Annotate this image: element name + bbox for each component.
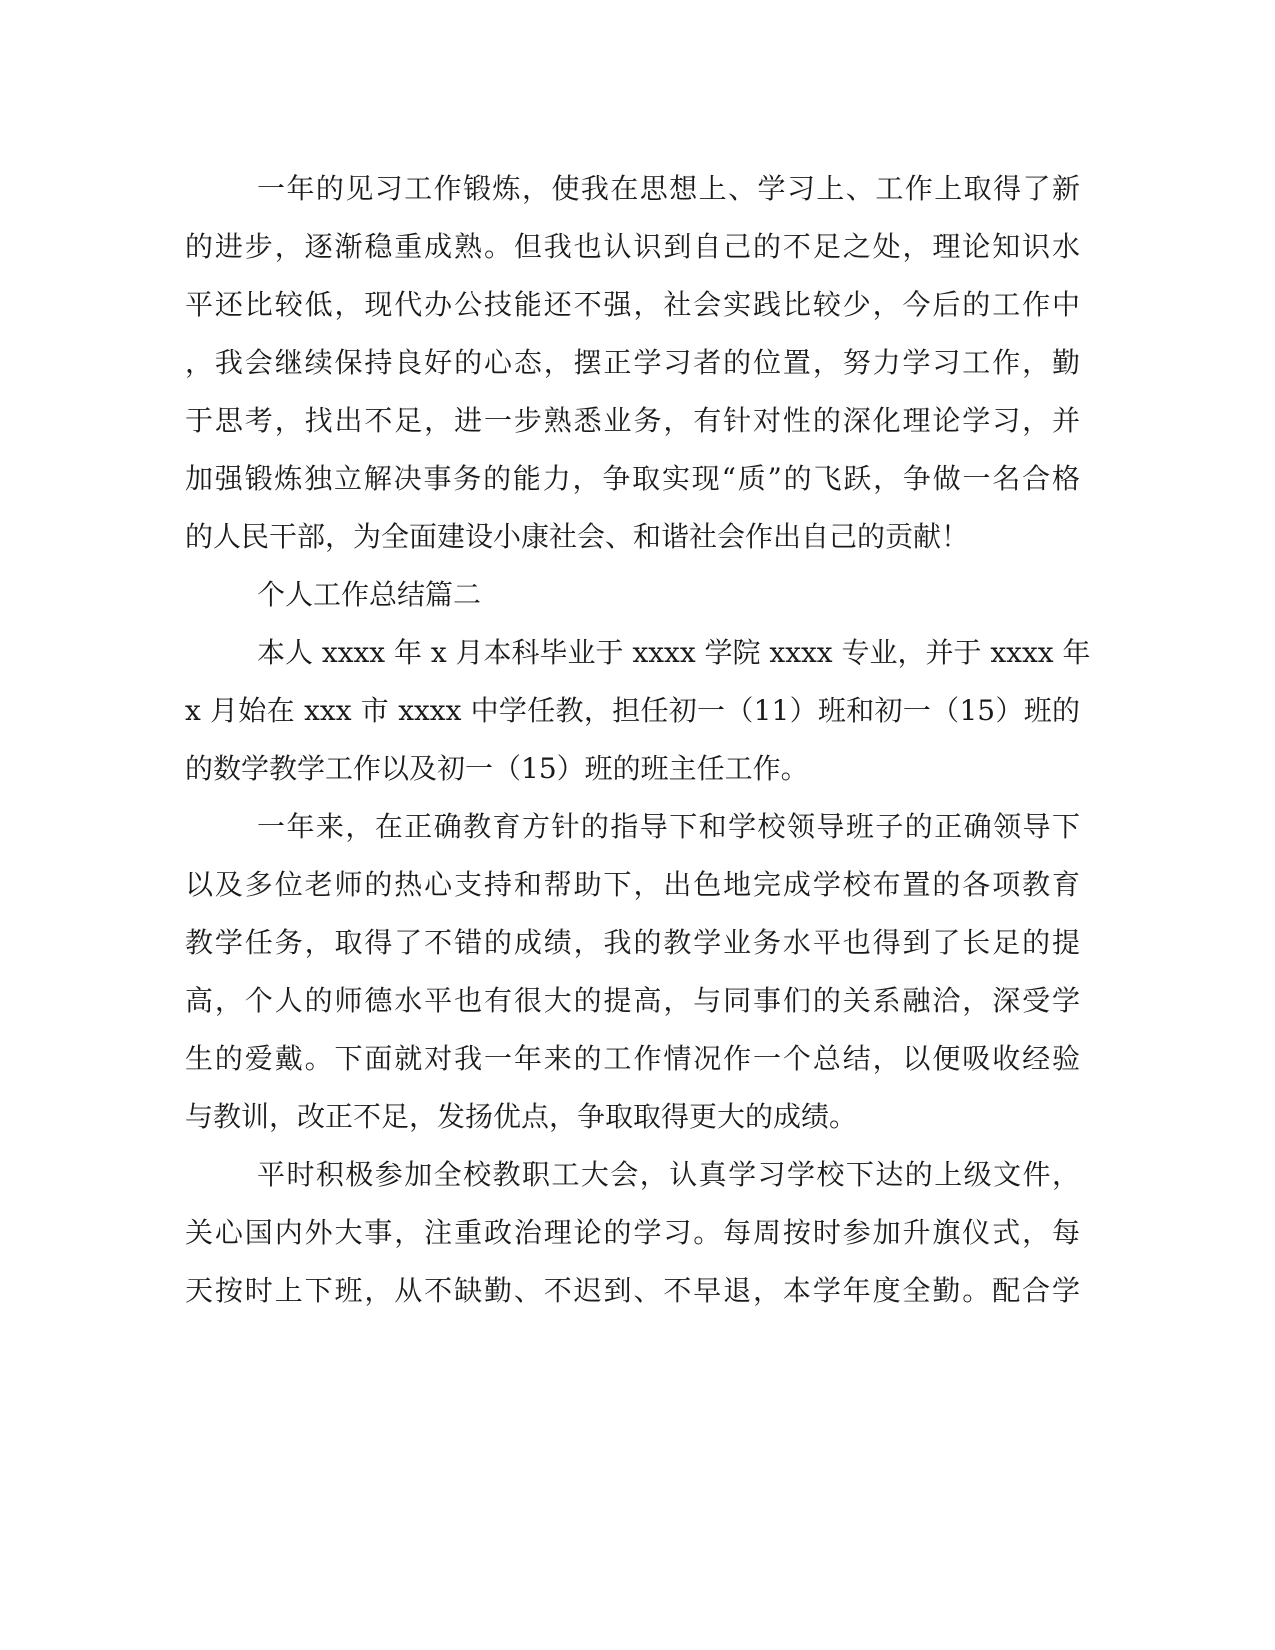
- paragraph-line: 一年来，在正确教育方针的指导下和学校领导班子的正确领导下: [257, 810, 1080, 843]
- paragraph-line: 的人民干部，为全面建设小康社会、和谐社会作出自己的贡献！: [185, 520, 970, 553]
- paragraph-line: 的进步，逐渐稳重成熟。但我也认识到自己的不足之处，理论知识水: [185, 230, 1080, 263]
- paragraph-line: 生的爱戴。下面就对我一年来的工作情况作一个总结，以便吸收经验: [185, 1042, 1080, 1075]
- paragraph-4: [185, 1146, 1080, 1320]
- paragraph-line: 的数学教学工作以及初一（15）班的班主任工作。: [185, 752, 809, 785]
- document-body: [185, 160, 1091, 1320]
- paragraph-line: 天按时上下班，从不缺勤、不迟到、不早退，本学年度全勤。配合学: [185, 1274, 1080, 1307]
- paragraph-line: 一年的见习工作锻炼，使我在思想上、学习上、工作上取得了新: [257, 172, 1080, 205]
- paragraph-line: 教学任务，取得了不错的成绩，我的教学业务水平也得到了长足的提: [185, 926, 1080, 959]
- paragraph-3: [185, 798, 1080, 1146]
- paragraph-line: 于思考，找出不足，进一步熟悉业务，有针对性的深化理论学习，并: [185, 404, 1080, 437]
- paragraph-line: ，我会继续保持良好的心态，摆正学习者的位置，努力学习工作，勤: [185, 346, 1080, 379]
- paragraph-2: [185, 624, 1091, 798]
- paragraph-1: [185, 160, 1080, 566]
- section-heading: 个人工作总结篇二: [257, 578, 482, 611]
- paragraph-line: 与教训，改正不足，发扬优点，争取取得更大的成绩。: [185, 1100, 858, 1133]
- paragraph-line: 平时积极参加全校教职工大会，认真学习学校下达的上级文件，: [257, 1158, 1080, 1191]
- paragraph-line: 关心国内外大事，注重政治理论的学习。每周按时参加升旗仪式，每: [185, 1216, 1080, 1249]
- paragraph-line: x 月始在 xxx 市 xxxx 中学任教，担任初一（11）班和初一（15）班的: [185, 694, 1080, 727]
- paragraph-line: 以及多位老师的热心支持和帮助下，出色地完成学校布置的各项教育: [185, 868, 1080, 901]
- paragraph-line: 平还比较低，现代办公技能还不强，社会实践比较少，今后的工作中: [185, 288, 1080, 321]
- paragraph-line: 高，个人的师德水平也有很大的提高，与同事们的关系融洽，深受学: [185, 984, 1080, 1017]
- paragraph-line: 加强锻炼独立解决事务的能力，争取实现“质”的飞跃，争做一名合格: [185, 462, 1080, 495]
- paragraph-line: 本人 xxxx 年 x 月本科毕业于 xxxx 学院 xxxx 专业，并于 xxxx 年: [257, 636, 1091, 669]
